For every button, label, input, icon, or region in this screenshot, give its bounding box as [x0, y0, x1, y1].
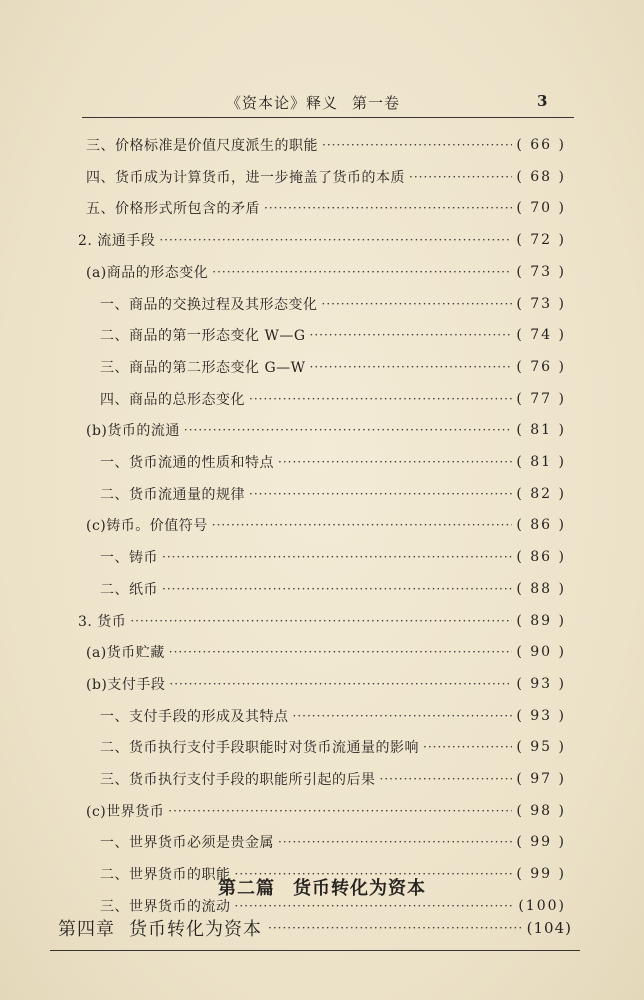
- toc-entry[interactable]: [100, 291, 566, 317]
- toc-entry-label: 二、商品的第一形态变化 W—G: [100, 328, 306, 344]
- chapter-label: [58, 915, 262, 941]
- dot-leader: [162, 550, 512, 564]
- toc-entry[interactable]: [86, 259, 566, 285]
- toc-entry-label: 三、价格标准是价值尺度派生的职能: [86, 138, 318, 154]
- toc-entry-page: ( 99 ): [516, 834, 566, 850]
- toc-entry-label: 四、商品的总形态变化: [100, 392, 245, 408]
- dot-leader: [423, 740, 512, 754]
- toc-entry-label: 一、商品的交换过程及其形态变化: [100, 297, 318, 313]
- toc-entry-label: (c)铸币。价值符号: [86, 518, 208, 534]
- dot-leader: [278, 835, 512, 849]
- dot-leader: [249, 487, 512, 501]
- dot-leader: [130, 614, 512, 628]
- toc-entry[interactable]: [78, 227, 566, 253]
- toc-entry[interactable]: [100, 322, 566, 348]
- toc-entry[interactable]: [100, 481, 566, 507]
- dot-leader: [184, 423, 512, 437]
- dot-leader: [322, 297, 513, 311]
- toc-entry-label: 三、世界货币的流动: [100, 899, 231, 915]
- toc-entry-label: 三、货币执行支付手段的职能所引起的后果: [100, 772, 376, 788]
- chapter-number: 第四章: [58, 919, 115, 940]
- toc-entry-label: 一、支付手段的形成及其特点: [100, 709, 289, 725]
- toc-entry-page: ( 76 ): [516, 359, 566, 375]
- toc-entry-page: ( 81 ): [516, 422, 566, 438]
- toc-entry[interactable]: [100, 703, 566, 729]
- toc-entry-page: ( 82 ): [516, 486, 566, 502]
- toc-entry-label: 二、纸币: [100, 582, 158, 598]
- page-number: 3: [537, 92, 548, 110]
- dot-leader: [409, 170, 512, 184]
- dot-leader: [380, 772, 513, 786]
- toc-entry-page: ( 72 ): [516, 232, 566, 248]
- toc-entry-label: 三、商品的第二形态变化 G—W: [100, 360, 306, 376]
- toc-entry[interactable]: [86, 512, 566, 538]
- toc-entry[interactable]: [86, 798, 566, 824]
- chapter-page: (104): [526, 919, 572, 937]
- toc-entry-page: ( 86 ): [516, 517, 566, 533]
- dot-leader: [169, 645, 513, 659]
- part-number: 第二篇: [218, 878, 275, 899]
- part-title: 货币转化为资本: [293, 878, 426, 899]
- toc-entry-page: ( 70 ): [516, 200, 566, 216]
- running-title: [226, 92, 400, 113]
- dot-leader: [310, 360, 513, 374]
- chapter-title: 货币转化为资本: [129, 919, 262, 940]
- dot-leader: [212, 265, 512, 279]
- toc-entry[interactable]: [100, 734, 566, 760]
- dot-leader: [278, 455, 512, 469]
- toc-entry[interactable]: [100, 829, 566, 855]
- toc-entry[interactable]: [100, 354, 566, 380]
- toc-entry-page: ( 99 ): [516, 866, 566, 882]
- toc-entry[interactable]: [86, 132, 566, 158]
- toc-entry[interactable]: [86, 417, 566, 443]
- dot-leader: [322, 138, 512, 152]
- toc-entry[interactable]: [100, 386, 566, 412]
- toc-entry[interactable]: [100, 576, 566, 602]
- toc-entry-label: 二、世界货币的职能: [100, 867, 231, 883]
- toc-entry-page: ( 97 ): [516, 771, 566, 787]
- toc-entry-page: ( 88 ): [516, 581, 566, 597]
- toc-entry[interactable]: [78, 608, 566, 634]
- toc-entry-page: ( 95 ): [516, 739, 566, 755]
- toc-entry[interactable]: [100, 544, 566, 570]
- toc-entry-label: 二、货币流通量的规律: [100, 487, 245, 503]
- dot-leader: [268, 921, 521, 935]
- toc-entry[interactable]: [86, 164, 566, 190]
- toc-entry-label: 2. 流通手段: [78, 233, 156, 249]
- dot-leader: [264, 201, 512, 215]
- dot-leader: [159, 233, 512, 247]
- toc-entry-page: ( 93 ): [516, 708, 566, 724]
- toc-entry-page: ( 74 ): [516, 327, 566, 343]
- toc-entry-label: 一、世界货币必须是贵金属: [100, 835, 274, 851]
- header-rule: [82, 117, 574, 118]
- toc-entry-label: (a)商品的形态变化: [86, 265, 209, 281]
- toc-entry-page: ( 81 ): [516, 454, 566, 470]
- page-header: [0, 92, 644, 116]
- dot-leader: [310, 328, 513, 342]
- toc-entry-label: 一、铸币: [100, 550, 158, 566]
- toc-entry-label: 四、货币成为计算货币，进一步掩盖了货币的本质: [86, 170, 405, 186]
- toc-entry-page: (100): [518, 898, 566, 914]
- toc-entry-page: ( 73 ): [516, 264, 566, 280]
- toc-entry-label: (b)支付手段: [86, 677, 166, 693]
- dot-leader: [169, 677, 512, 691]
- dot-leader: [162, 582, 512, 596]
- dot-leader: [249, 392, 512, 406]
- toc-entry-page: ( 68 ): [516, 169, 566, 185]
- bottom-rule: [50, 950, 580, 951]
- chapter-entry[interactable]: [58, 914, 572, 942]
- toc-entry-page: ( 73 ): [516, 296, 566, 312]
- toc-entry[interactable]: [86, 195, 566, 221]
- dot-leader: [212, 518, 513, 532]
- toc-entry-label: 二、货币执行支付手段职能时对货币流通量的影响: [100, 740, 419, 756]
- toc-entry-page: ( 90 ): [516, 644, 566, 660]
- dot-leader: [293, 709, 513, 723]
- toc-entry[interactable]: [86, 639, 566, 665]
- toc-entry-label: 五、价格形式所包含的矛盾: [86, 201, 260, 217]
- toc-entry-page: ( 66 ): [516, 137, 566, 153]
- toc-entry[interactable]: [100, 766, 566, 792]
- toc-entry-page: ( 98 ): [516, 803, 566, 819]
- toc-entry-label: (c)世界货币: [86, 804, 165, 820]
- dot-leader: [235, 899, 515, 913]
- toc-entry-page: ( 86 ): [516, 549, 566, 565]
- toc-entry[interactable]: [100, 449, 566, 475]
- toc-entry-page: ( 89 ): [516, 613, 566, 629]
- toc-entry-label: 一、货币流通的性质和特点: [100, 455, 274, 471]
- toc-entry[interactable]: [86, 671, 566, 697]
- dot-leader: [168, 804, 512, 818]
- part-heading: [0, 874, 644, 900]
- toc-entry-page: ( 93 ): [516, 676, 566, 692]
- toc-entry-label: (b)货币的流通: [86, 423, 180, 439]
- book-title: 《资本论》释义: [226, 94, 339, 112]
- volume-label: 第一卷: [352, 94, 401, 112]
- toc-entry-label: 3. 货币: [78, 614, 127, 630]
- toc-entry-label: (a)货币贮藏: [86, 645, 165, 661]
- toc-entry-page: ( 77 ): [516, 391, 566, 407]
